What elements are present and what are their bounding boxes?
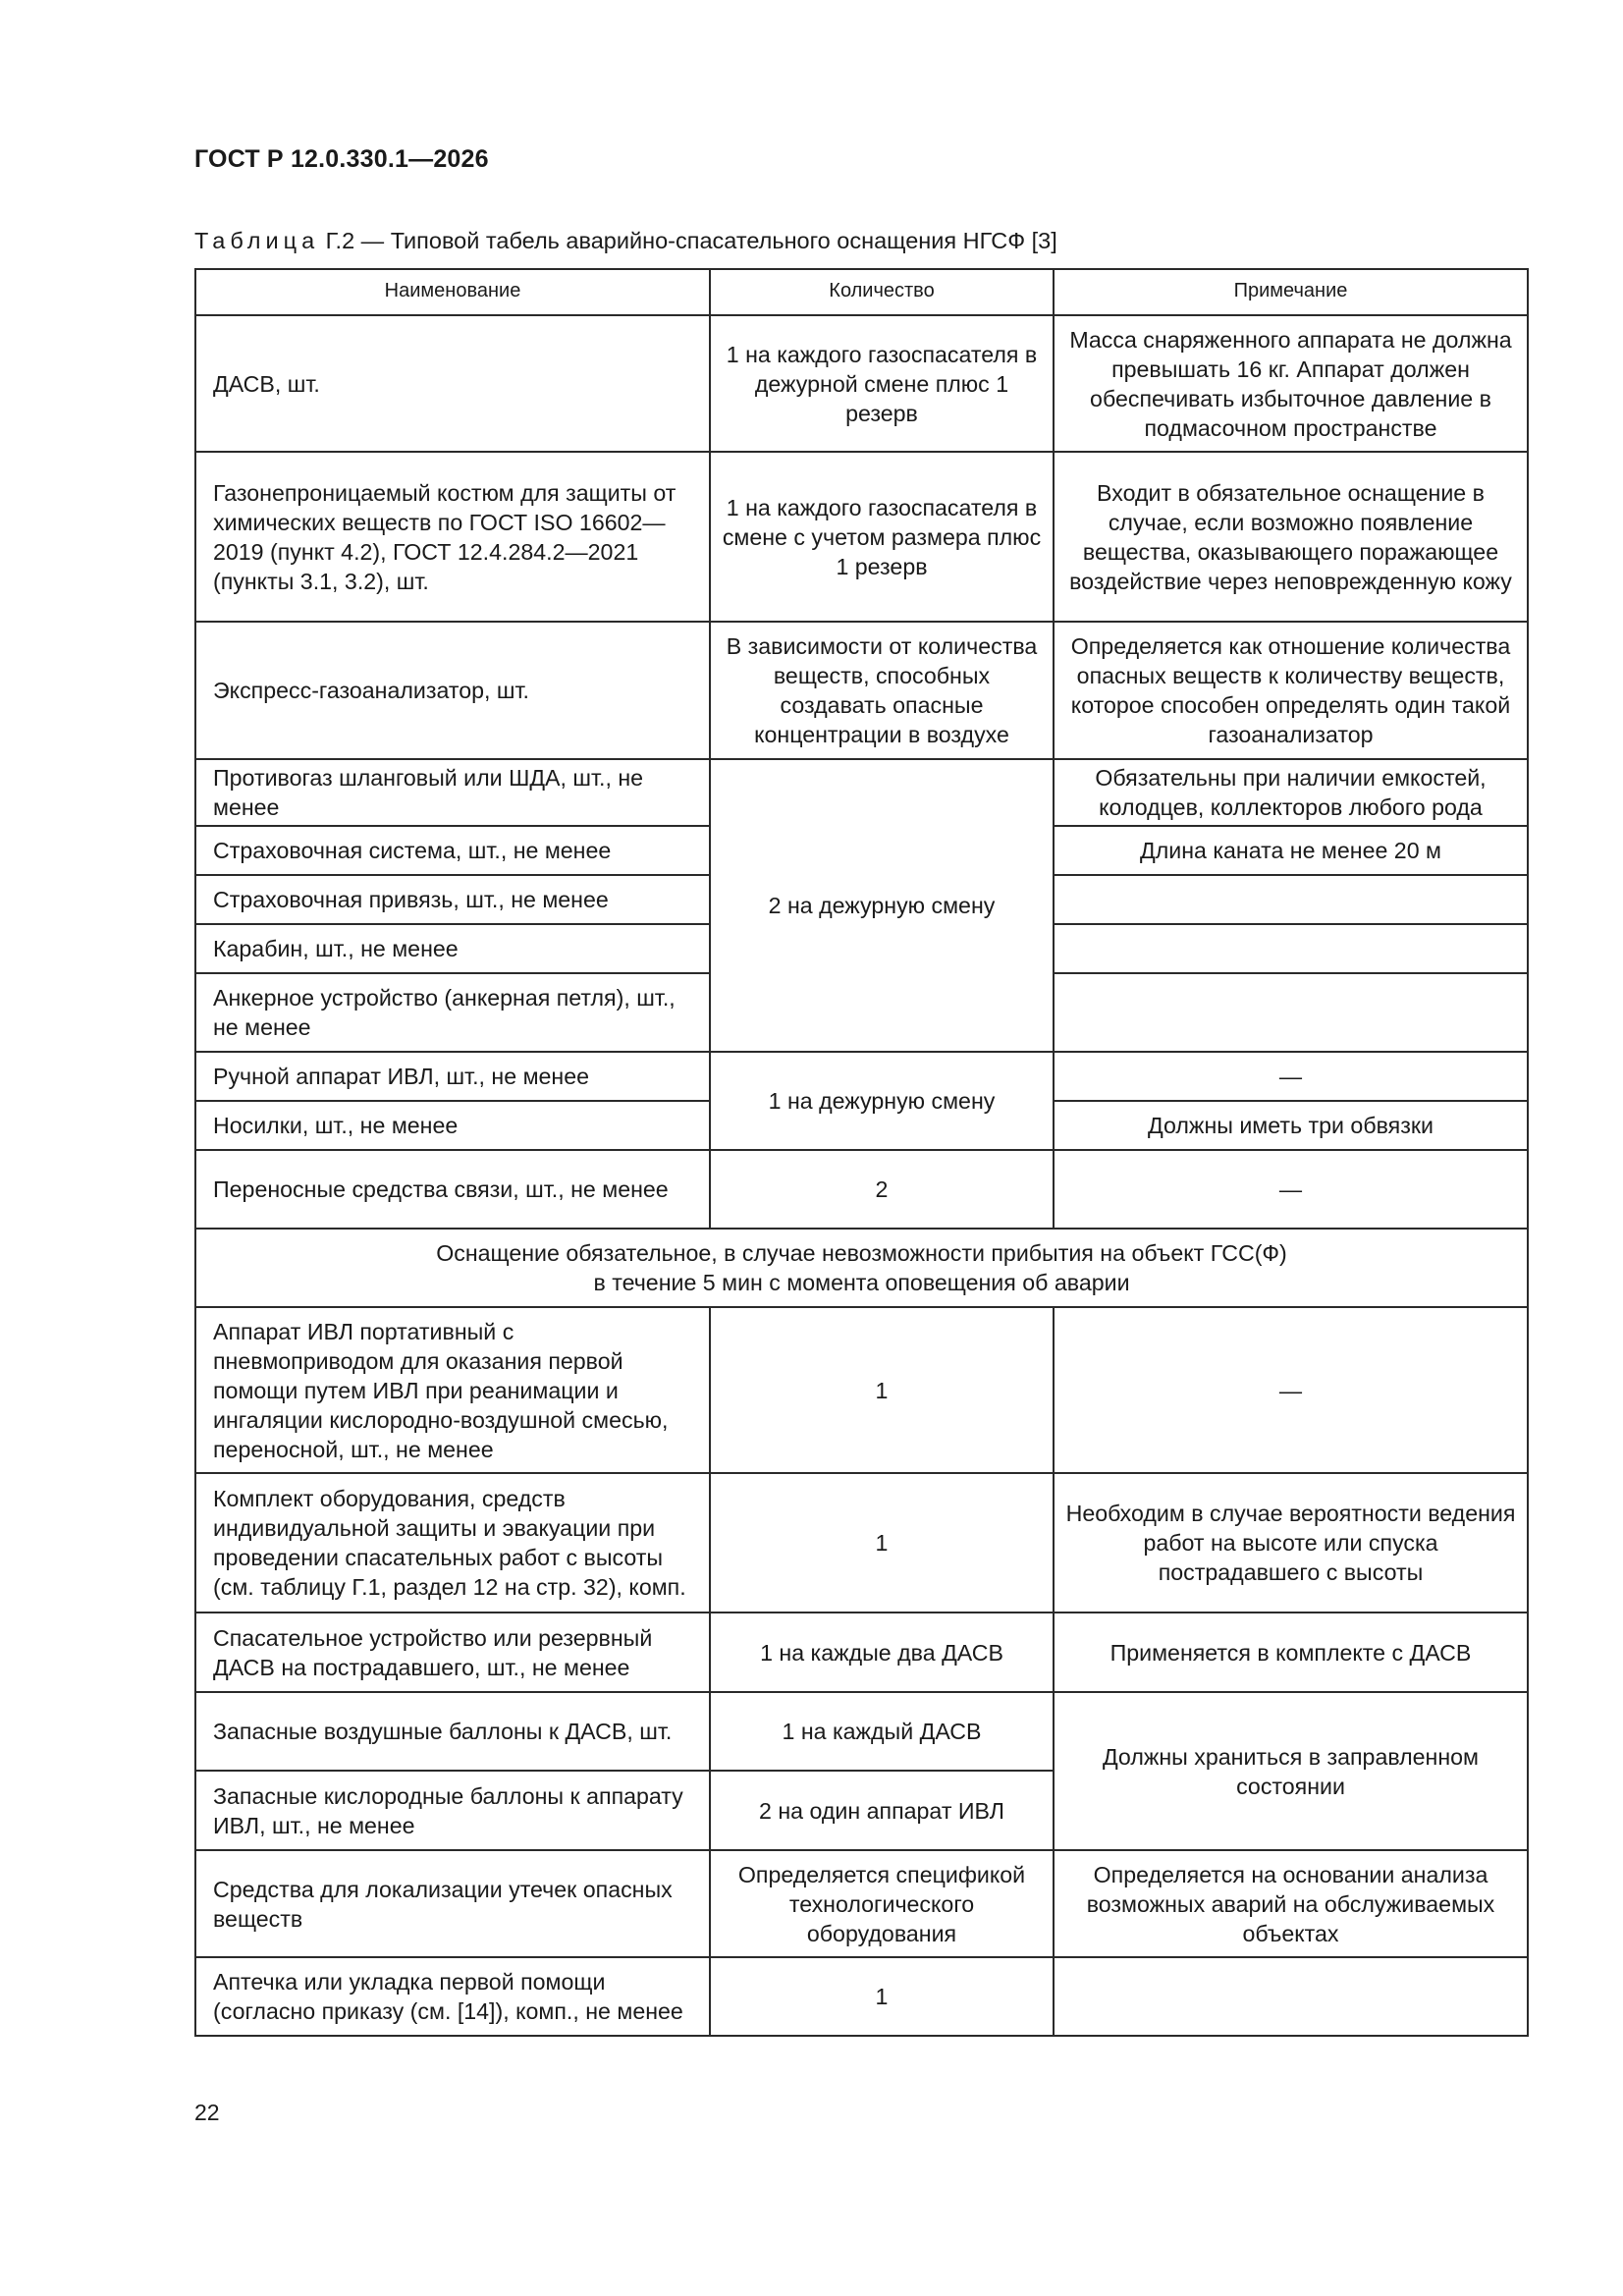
cell-note: Входит в обязательное оснащение в случае, если возможно появление вещества, оказывающего поражающее воздействие через неповрежденную кожу (1054, 452, 1528, 622)
cell-note: — (1054, 1150, 1528, 1229)
cell-quantity: Определяется спецификой технологического оборудования (710, 1850, 1054, 1957)
cell-quantity: 1 (710, 1957, 1054, 2036)
section-heading (195, 1229, 1528, 1307)
cell-quantity: 2 на один аппарат ИВЛ (710, 1771, 1054, 1850)
table-row (195, 1307, 1528, 1473)
caption-word: Таблица (194, 228, 320, 253)
table-row (195, 315, 1528, 452)
table-row (195, 1613, 1528, 1692)
cell-note: Должны иметь три обвязки (1054, 1101, 1528, 1150)
cell-name: Анкерное устройство (анкерная петля), шт., не менее (195, 973, 710, 1052)
table-row (195, 1957, 1528, 2036)
cell-quantity: 1 на каждые два ДАСВ (710, 1613, 1054, 1692)
cell-name: Аппарат ИВЛ портативный с пневмоприводом для оказания первой помощи путем ИВЛ при реанимации и ингаляции кислородно-воздушной смесью, переносной, шт., не менее (195, 1307, 710, 1473)
document-code: ГОСТ Р 12.0.330.1—2026 (194, 145, 489, 173)
cell-note: Масса снаряженного аппарата не должна превышать 16 кг. Аппарат должен обеспечивать избыточное давление в подмасочном пространстве (1054, 315, 1528, 452)
cell-quantity: 1 на каждый ДАСВ (710, 1692, 1054, 1771)
cell-note: Определяется на основании анализа возможных аварий на обслуживаемых объектах (1054, 1850, 1528, 1957)
section-row (195, 1229, 1528, 1307)
cell-note: Длина каната не менее 20 м (1054, 826, 1528, 875)
table-row (195, 759, 1528, 826)
cell-note-merged: Должны храниться в заправленном состоянии (1054, 1692, 1528, 1850)
cell-name: Средства для локализации утечек опасных веществ (195, 1850, 710, 1957)
cell-name: Спасательное устройство или резервный ДАСВ на пострадавшего, шт., не менее (195, 1613, 710, 1692)
header-name: Наименование (195, 269, 710, 311)
cell-name: Ручной аппарат ИВЛ, шт., не менее (195, 1052, 710, 1101)
cell-name: Газонепроницаемый костюм для защиты от химических веществ по ГОСТ ISO 16602—2019 (пункт 4.2), ГОСТ 12.4.284.2—2021 (пункты 3.1, 3.2), шт. (195, 452, 710, 622)
table-row (195, 622, 1528, 759)
cell-note: Применяется в комплекте с ДАСВ (1054, 1613, 1528, 1692)
cell-quantity: 1 (710, 1307, 1054, 1473)
header-note: Примечание (1054, 269, 1528, 311)
cell-name: Комплект оборудования, средств индивидуальной защиты и эвакуации при проведении спасательных работ с высоты (см. таблицу Г.1, раздел 12 на стр. 32), комп. (195, 1473, 710, 1613)
section-line: Оснащение обязательное, в случае невозможности прибытия на объект ГСС(Ф) (436, 1240, 1287, 1266)
table-row (195, 1473, 1528, 1613)
cell-name: Носилки, шт., не менее (195, 1101, 710, 1150)
cell-note-empty (1054, 875, 1528, 924)
cell-quantity: 2 (710, 1150, 1054, 1229)
table-caption (194, 228, 1057, 254)
cell-name: Карабин, шт., не менее (195, 924, 710, 973)
cell-quantity: 1 на каждого газоспасателя в смене с учетом размера плюс 1 резерв (710, 452, 1054, 622)
cell-name: Аптечка или укладка первой помощи (согласно приказу (см. [14]), комп., не менее (195, 1957, 710, 2036)
cell-quantity: 1 на каждого газоспасателя в дежурной смене плюс 1 резерв (710, 315, 1054, 452)
cell-name: Запасные кислородные баллоны к аппарату ИВЛ, шт., не менее (195, 1771, 710, 1850)
cell-note-empty (1054, 973, 1528, 1052)
cell-name: Экспресс-газоанализатор, шт. (195, 622, 710, 759)
table-row (195, 1692, 1528, 1771)
cell-note-empty (1054, 924, 1528, 973)
table-row (195, 1850, 1528, 1957)
cell-quantity-merged: 1 на дежурную смену (710, 1052, 1054, 1150)
page-number: 22 (194, 2100, 220, 2125)
cell-note-empty (1054, 1957, 1528, 2036)
table-row (195, 452, 1528, 622)
cell-note: Необходим в случае вероятности ведения работ на высоте или спуска пострадавшего с высоты (1054, 1473, 1528, 1613)
cell-name: Страховочная система, шт., не менее (195, 826, 710, 875)
cell-note: — (1054, 1307, 1528, 1473)
cell-name: ДАСВ, шт. (195, 315, 710, 452)
equipment-table (194, 268, 1529, 2037)
cell-note: Обязательны при наличии емкостей, колодцев, коллекторов любого рода (1054, 759, 1528, 826)
header-quantity: Количество (710, 269, 1054, 311)
caption-text: Г.2 — Типовой табель аварийно-спасательного оснащения НГСФ [3] (319, 228, 1057, 253)
table-row (195, 1052, 1528, 1101)
cell-name: Запасные воздушные баллоны к ДАСВ, шт. (195, 1692, 710, 1771)
table-header-row (195, 269, 1528, 311)
cell-quantity-merged: 2 на дежурную смену (710, 759, 1054, 1052)
section-line: в течение 5 мин с момента оповещения об аварии (593, 1270, 1130, 1295)
cell-quantity: 1 (710, 1473, 1054, 1613)
cell-name: Противогаз шланговый или ШДА, шт., не менее (195, 759, 710, 826)
cell-quantity: В зависимости от количества веществ, способных создавать опасные концентрации в воздухе (710, 622, 1054, 759)
cell-note: — (1054, 1052, 1528, 1101)
cell-note: Определяется как отношение количества опасных веществ к количеству веществ, которое способен определять один такой газоанализатор (1054, 622, 1528, 759)
table-row (195, 1150, 1528, 1229)
cell-name: Переносные средства связи, шт., не менее (195, 1150, 710, 1229)
cell-name: Страховочная привязь, шт., не менее (195, 875, 710, 924)
